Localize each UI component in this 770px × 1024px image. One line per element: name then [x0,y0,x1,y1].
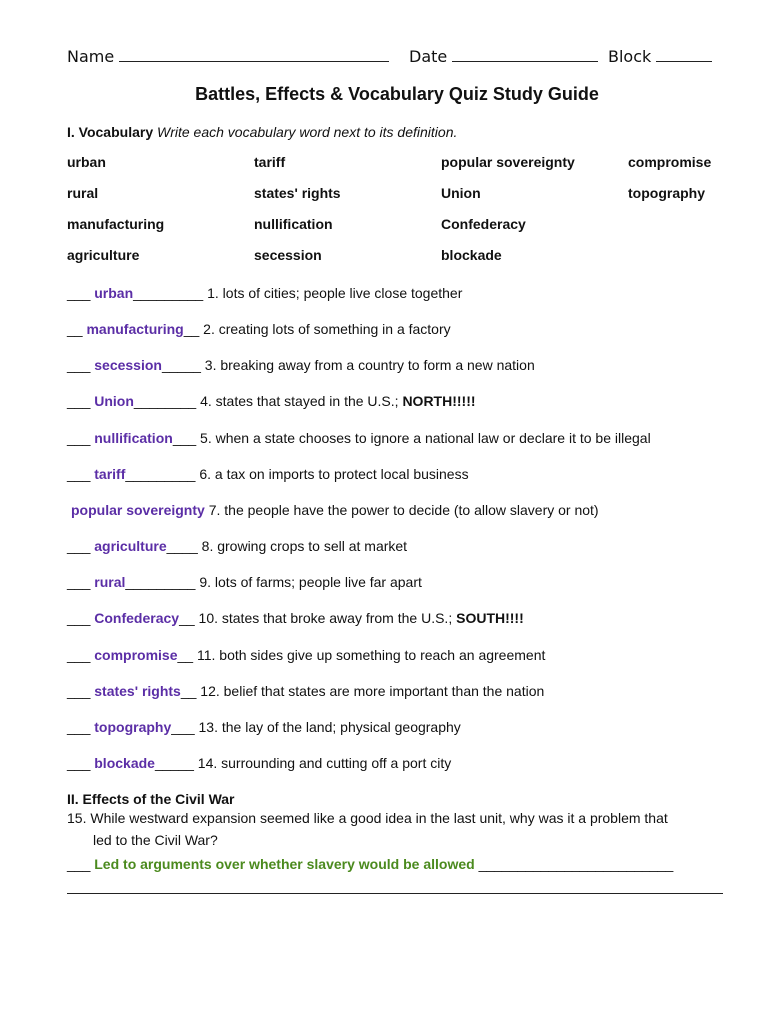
blank-suffix: _____ [161,357,201,373]
blank-suffix: ___ [172,430,197,446]
question-15-answer[interactable]: Led to arguments over whether slavery would be allowed [94,856,475,872]
emphasis: SOUTH!!!! [456,610,524,626]
blank-prefix: ___ [67,683,95,699]
vocab-item [67,393,476,409]
blank-suffix: _____ [154,755,194,771]
answer[interactable]: states' rights [94,683,181,699]
blank-suffix: _________________________ [474,856,674,872]
vocab-item [67,430,651,446]
blank-suffix: ____ [166,538,198,554]
definition: 3. breaking away from a country to form a new nation [200,357,535,373]
name-label: Name [67,47,115,66]
vocab-item [67,466,469,482]
block-field[interactable] [608,47,712,66]
answer[interactable]: tariff [94,466,126,482]
date-field[interactable] [409,47,598,66]
blank-suffix: __ [179,610,195,626]
answer[interactable]: topography [94,719,172,735]
blank-suffix: __ [183,321,200,337]
word-bank-item: manufacturing [67,216,165,232]
vocab-item [67,647,545,663]
word-bank-item: urban [67,154,106,170]
word-bank-item: blockade [441,247,502,263]
definition: 2. creating lots of something in a factory [199,321,451,337]
blank-suffix: _________ [133,285,204,301]
vocab-item [67,321,451,337]
word-bank-item: Union [441,185,481,201]
blank-prefix: ___ [67,538,95,554]
answer-line[interactable] [67,893,723,894]
word-bank-item: agriculture [67,247,140,263]
blank-prefix: ___ [67,856,95,872]
definition: 11. both sides give up something to reach an agreement [193,647,546,663]
blank-prefix: ___ [67,393,95,409]
question-15-cont: led to the Civil War? [93,832,218,848]
word-bank-item: topography [628,185,705,201]
definition: 12. belief that states are more important than the nation [196,683,545,699]
vocab-item [67,357,535,373]
answer[interactable]: secession [94,357,162,373]
blank-prefix: ___ [67,466,95,482]
answer[interactable]: urban [94,285,134,301]
blank-suffix: ___ [171,719,195,735]
vocab-item [67,719,461,735]
question-15: 15. While westward expansion seemed like a good idea in the last unit, why was it a problem that [67,810,668,826]
word-bank-item: compromise [628,154,712,170]
word-bank-item: secession [254,247,322,263]
date-label: Date [409,47,448,66]
section1-instruction: Write each vocabulary word next to its definition. [157,124,458,140]
blank-prefix: ___ [67,755,95,771]
definition: 13. the lay of the land; physical geography [194,719,461,735]
answer[interactable]: agriculture [94,538,167,554]
vocab-item [67,574,422,590]
word-bank-item: Confederacy [441,216,526,232]
question-15-answer-line[interactable] [67,856,673,872]
blank-prefix: ___ [67,647,95,663]
block-blank[interactable] [656,47,712,62]
word-bank-item: nullification [254,216,333,232]
word-bank-item: tariff [254,154,286,170]
date-blank[interactable] [452,47,598,62]
blank-prefix: ___ [67,719,95,735]
answer[interactable]: nullification [94,430,173,446]
vocab-item [67,755,451,771]
blank-suffix: ________ [133,393,197,409]
definition: 8. growing crops to sell at market [197,538,408,554]
answer[interactable]: compromise [94,647,178,663]
blank-suffix: __ [180,683,197,699]
definition: 14. surrounding and cutting off a port city [193,755,452,771]
word-bank-item: rural [67,185,99,201]
name-field[interactable] [67,47,389,66]
section2-heading: II. Effects of the Civil War [67,791,235,807]
blank-prefix: ___ [67,610,95,626]
vocabulary-heading [67,124,457,140]
definition: 9. lots of farms; people live far apart [195,574,422,590]
name-blank[interactable] [119,47,389,62]
blank-prefix: __ [67,321,87,337]
section1-heading: I. Vocabulary [67,124,154,140]
definition: 4. states that stayed in the U.S.; [196,393,403,409]
vocab-item [67,538,407,554]
word-bank-item: states' rights [254,185,341,201]
definition: 10. states that broke away from the U.S.; [194,610,457,626]
blank-suffix: _________ [125,466,196,482]
block-label: Block [608,47,652,66]
definition: 1. lots of cities; people live close together [203,285,463,301]
blank-prefix: ___ [67,285,95,301]
page-title: Battles, Effects & Vocabulary Quiz Study Guide [195,84,599,104]
answer[interactable]: blockade [94,755,155,771]
emphasis: NORTH!!!!! [402,393,476,409]
answer[interactable]: Confederacy [94,610,180,626]
blank-prefix: ___ [67,430,95,446]
blank-prefix: ___ [67,574,95,590]
definition: 5. when a state chooses to ignore a national law or declare it to be illegal [196,430,651,446]
answer[interactable]: rural [94,574,126,590]
definition: 6. a tax on imports to protect local business [195,466,469,482]
word-bank-item: popular sovereignty [441,154,575,170]
definition: 7. the people have the power to decide (to allow slavery or not) [204,502,599,518]
vocab-item [67,683,544,699]
answer[interactable]: popular sovereignty [71,502,205,518]
blank-prefix: ___ [67,357,95,373]
vocab-item [71,502,599,518]
blank-suffix: __ [177,647,194,663]
vocab-item [67,285,462,301]
answer[interactable]: manufacturing [86,321,184,337]
blank-suffix: _________ [125,574,196,590]
vocab-item [67,610,524,626]
answer[interactable]: Union [94,393,134,409]
